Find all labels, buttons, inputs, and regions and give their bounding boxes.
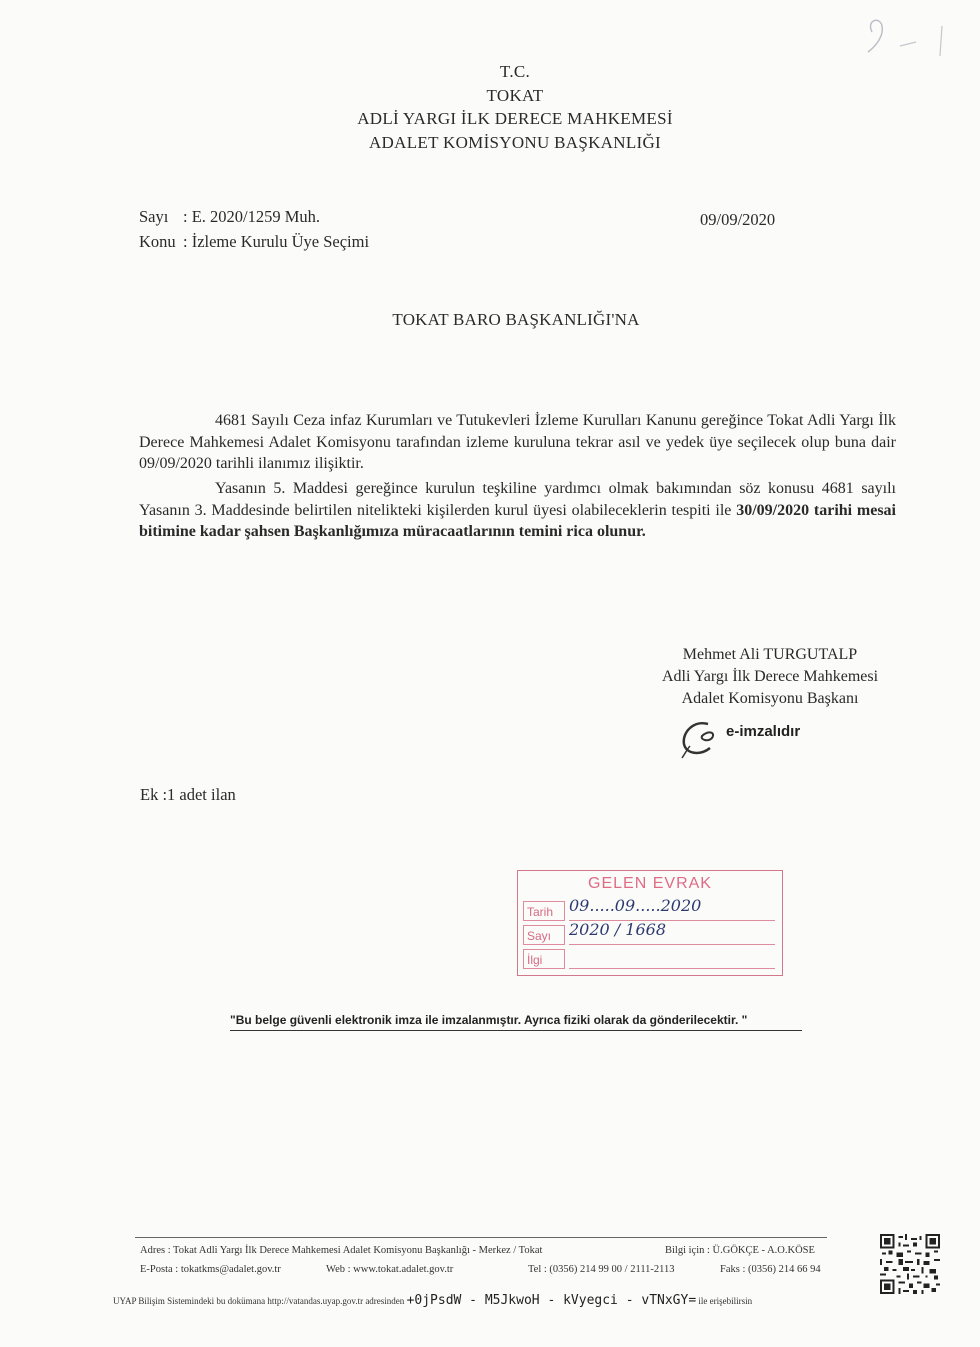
- footer-email: E-Posta : tokatkms@adalet.gov.tr: [140, 1264, 281, 1275]
- uyap-prefix: UYAP Bilişim Sistemindeki bu dokümana http://vatandas.uyap.gov.tr adresinden: [113, 1296, 405, 1306]
- qr-code-icon: [880, 1234, 940, 1294]
- paragraph-2-text: [139, 478, 896, 543]
- header-commission: ADALET KOMİSYONU BAŞKANLIĞI: [368, 132, 662, 152]
- header-tc: T.C.: [499, 62, 531, 81]
- konu-row: [139, 230, 369, 254]
- uyap-suffix: ile erişebilirsin: [698, 1296, 753, 1306]
- e-signature-icon: [678, 718, 726, 760]
- stamp-row-ilgi: [523, 949, 775, 971]
- stamp-ilgi-label: İlgi: [523, 949, 565, 969]
- stamp-row-sayi: [523, 920, 775, 947]
- uyap-verification: [113, 1293, 752, 1308]
- konu-value: : İzleme Kurulu Üye Seçimi: [183, 232, 370, 251]
- footer-tel: Tel : (0356) 214 99 00 / 2111-2113: [528, 1264, 675, 1275]
- stamp-row-line: [569, 944, 775, 945]
- footer-address: Adres : Tokat Adli Yargı İlk Derece Mahkemesi Adalet Komisyonu Başkanlığı - Merkez / Tokat: [140, 1245, 543, 1256]
- sayi-label: Sayı: [139, 207, 169, 226]
- stamp-sayi-label: Sayı: [523, 925, 565, 945]
- document-date: 09/09/2020: [700, 210, 776, 229]
- body-paragraph-2: [139, 478, 896, 543]
- paragraph-2-plain: Yasanın 5. Maddesi gereğince kurulun teşkiline yardımcı olmak bakımından söz konusu 4681 sayılı Yasanın 3. Maddesinde belirtilen nitelikteki kişilerden kurul üyesi olabileceklerin tespiti ile: [139, 480, 896, 519]
- sayi-value: : E. 2020/1259 Muh.: [183, 207, 321, 226]
- paragraph-1-text: 4681 Sayılı Ceza infaz Kurumları ve Tutukevleri İzleme Kurulları Kanunu gereğince Tokat Adli Yargı İlk Derece Mahkemesi Adalet Komisyonu tarafından izleme kuruluna tekrar asıl ve yedek üye seçilecek olup buna dair 09/09/2020 tarihli ilanımız ilişiktir.: [139, 412, 896, 472]
- konu-label: Konu: [139, 232, 176, 251]
- footer-fax: Faks : (0356) 214 66 94: [720, 1264, 821, 1275]
- handwritten-mark: [860, 12, 970, 62]
- stamp-row-line: [569, 968, 775, 969]
- e-signature-notice: "Bu belge güvenli elektronik imza ile imzalanmıştır. Ayrıca fiziki olarak da gönderilecektir. ": [230, 1013, 748, 1027]
- notice-underline: [230, 1030, 802, 1031]
- signature-title-1: Adli Yargı İlk Derece Mahkemesi: [661, 668, 879, 685]
- e-signature-mark: [678, 718, 838, 758]
- letterhead: [0, 60, 980, 154]
- stamp-title: GELEN EVRAK: [588, 875, 712, 892]
- addressee: TOKAT BARO BAŞKANLIĞI'NA: [392, 310, 640, 329]
- signature-name: Mehmet Ali TURGUTALP: [682, 646, 858, 663]
- footer-contact-person: Bilgi için : Ü.GÖKÇE - A.O.KÖSE: [665, 1245, 815, 1256]
- footer-divider: [135, 1237, 827, 1238]
- header-court: ADLİ YARGI İLK DERECE MAHKEMESİ: [357, 109, 673, 128]
- e-signature-label: e-imzalıdır: [726, 723, 801, 740]
- sayi-row: [139, 205, 320, 229]
- attachment-note: Ek :1 adet ilan: [140, 785, 236, 804]
- header-city: TOKAT: [486, 85, 544, 105]
- body-paragraph-1: [139, 410, 896, 475]
- stamp-tarih-value: 09.....09.....2020: [569, 896, 702, 915]
- paragraph-2-bold: 30/09/2020 tarihi mesai bitimine kadar şahsen Başkanlığımıza müracaatlarının temini rica olunur.: [139, 501, 897, 540]
- uyap-code: +0jPsdW - M5JkwoH - kVyegci - vTNxGY=: [406, 1293, 697, 1308]
- stamp-tarih-label: Tarih: [523, 901, 565, 921]
- signature-title-2: Adalet Komisyonu Başkanı: [681, 690, 859, 707]
- footer-web: Web : www.tokat.adalet.gov.tr: [326, 1264, 454, 1275]
- stamp-sayi-value: 2020 / 1668: [569, 920, 666, 939]
- incoming-document-stamp: [517, 870, 783, 976]
